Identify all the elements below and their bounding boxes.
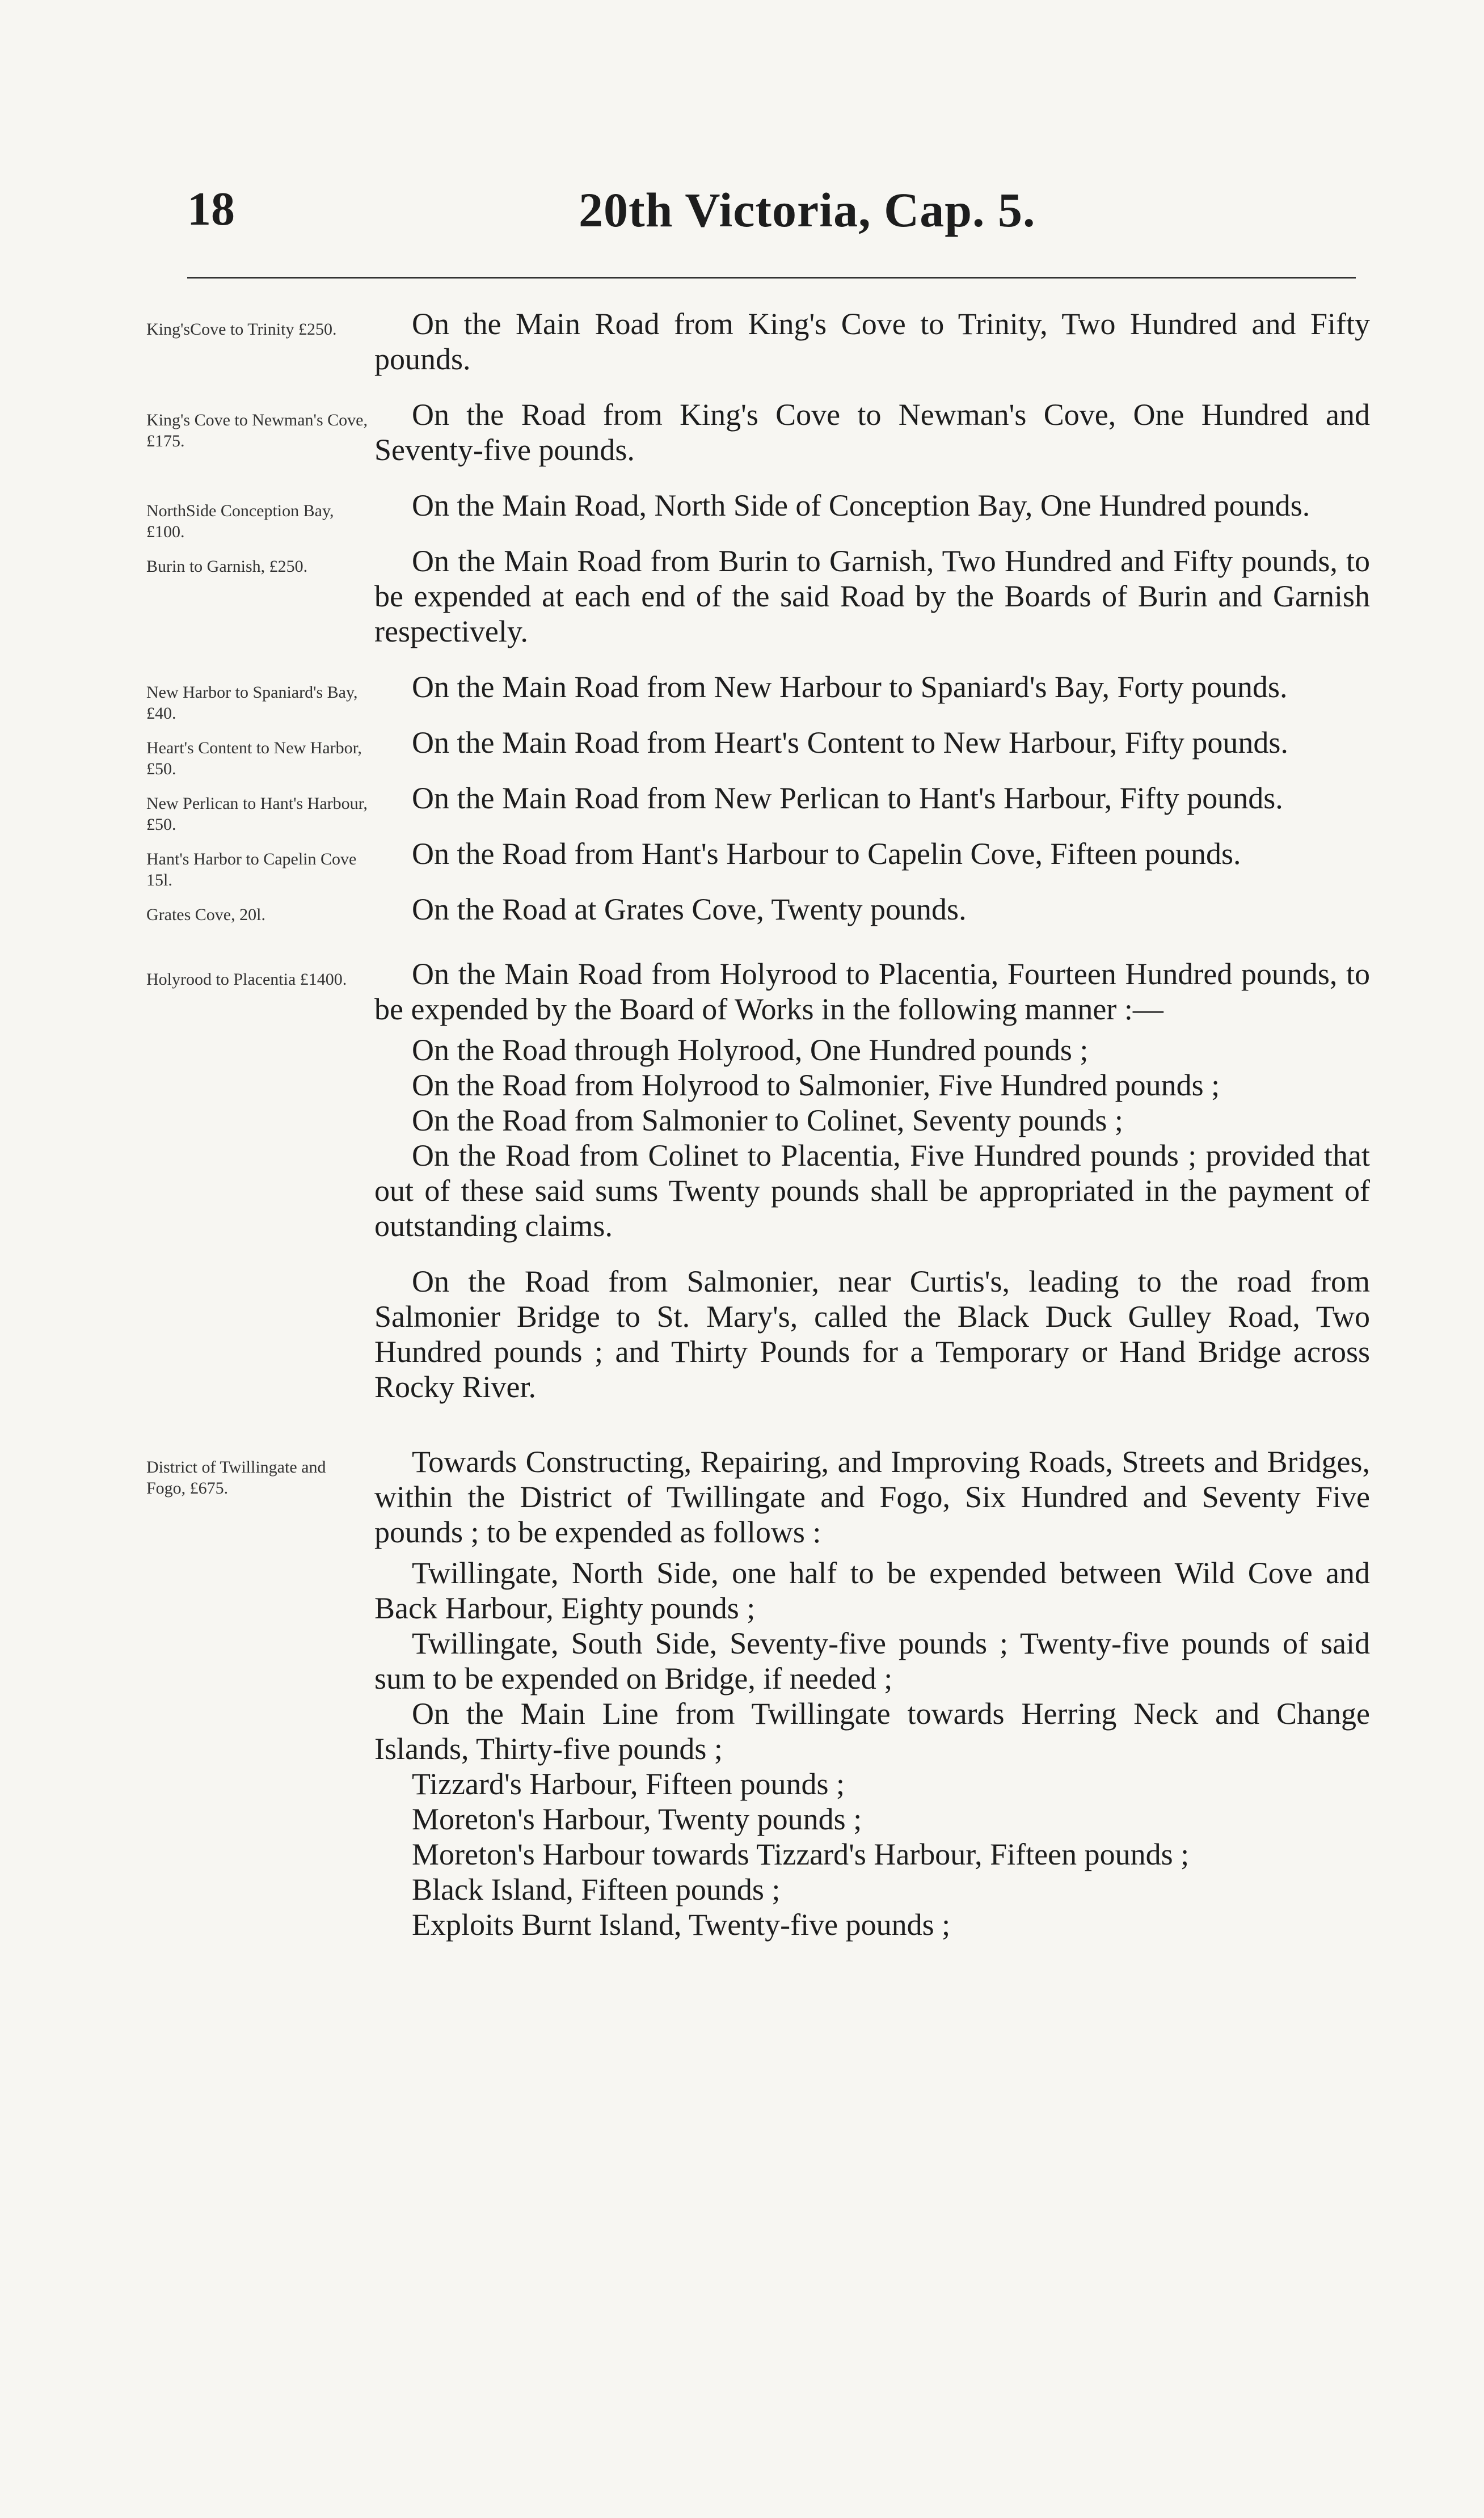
side-note: Grates Cove, 20l. (146, 905, 265, 924)
page-header (187, 182, 1364, 244)
sub-item: Tizzard's Harbour, Fifteen pounds ; (412, 1767, 845, 1801)
entry-text: On the Main Road from New Perlican to Hant's Harbour, Fifty pounds. (412, 781, 1283, 815)
entry-hearts-content-new-harbor (0, 725, 1484, 778)
entry-text: On the Road from Hant's Harbour to Capelin Cove, Fifteen pounds. (412, 837, 1241, 871)
side-note: Heart's Content to New Harbor, £50. (146, 739, 362, 778)
entry-text: On the Main Road from Burin to Garnish, Two Hundred and Fifty pounds, to be expended at each end of the said Road by the Boards of Burin and Garnish respectively. (374, 544, 1370, 648)
side-note: Burin to Garnish, £250. (146, 557, 308, 576)
entry-text: On the Main Road from New Harbour to Spaniard's Bay, Forty pounds. (412, 670, 1288, 704)
entry-new-perlican-hants-harbour (0, 781, 1484, 834)
sub-item: Black Island, Fifteen pounds ; (412, 1872, 781, 1907)
sub-item: On the Road through Holyrood, One Hundred pounds ; (412, 1033, 1089, 1067)
entry-twillingate-fogo (0, 1444, 1484, 1942)
entries-list (0, 306, 1484, 1942)
entry-text: On the Main Road from Holyrood to Placentia, Fourteen Hundred pounds, to be expended by the Board of Works in the following manner :— (374, 957, 1370, 1026)
side-note: Hant's Harbor to Capelin Cove 15l. (146, 850, 357, 889)
entry-text: On the Road at Grates Cove, Twenty pounds. (412, 892, 967, 926)
sub-item: Moreton's Harbour, Twenty pounds ; (412, 1802, 862, 1836)
entry-text: On the Main Road from King's Cove to Trinity, Two Hundred and Fifty pounds. (374, 307, 1370, 376)
entry-holyrood-placentia (0, 956, 1484, 1404)
sub-item: On the Main Line from Twillingate towards Herring Neck and Change Islands, Thirty-five pounds ; (374, 1697, 1370, 1766)
sub-item: On the Road from Salmonier to Colinet, Seventy pounds ; (412, 1103, 1123, 1137)
sub-item: Twillingate, North Side, one half to be expended between Wild Cove and Back Harbour, Eighty pounds ; (374, 1556, 1370, 1625)
entry-text: On the Main Road from Heart's Content to New Harbour, Fifty pounds. (412, 726, 1288, 760)
entry-new-harbor-spaniards-bay (0, 669, 1484, 723)
sub-item: On the Road from Salmonier, near Curtis's, leading to the road from Salmonier Bridge to St. Mary's, called the Black Duck Gulley Road, Two Hundred pounds ; and Thirty Pounds for a Temporary or Hand Bridge across Rocky River. (374, 1264, 1370, 1404)
side-note: NorthSide Conception Bay, £100. (146, 501, 334, 541)
side-note: District of Twillingate and Fogo, £675. (146, 1458, 326, 1498)
side-note: King's Cove to Newman's Cove, £175. (146, 411, 368, 450)
entry-text: On the Main Road, North Side of Conception Bay, One Hundred pounds. (412, 488, 1310, 522)
sub-item: Twillingate, South Side, Seventy-five pounds ; Twenty-five pounds of said sum to be expended on Bridge, if needed ; (374, 1626, 1370, 1695)
side-note: New Perlican to Hant's Harbour, £50. (146, 794, 368, 834)
header-rule (187, 277, 1356, 279)
entry-burin-garnish (0, 543, 1484, 649)
sub-item: Moreton's Harbour towards Tizzard's Harbour, Fifteen pounds ; (412, 1837, 1190, 1871)
entry-text: Towards Constructing, Repairing, and Improving Roads, Streets and Bridges, within the District of Twillingate and Fogo, Six Hundred and Seventy Five pounds ; to be expended as follows : (374, 1445, 1370, 1549)
sub-item: Exploits Burnt Island, Twenty-five pounds ; (412, 1908, 951, 1942)
running-title: 20th Victoria, Cap. 5. (579, 183, 1036, 237)
sub-item: On the Road from Holyrood to Salmonier, Five Hundred pounds ; (412, 1068, 1220, 1102)
sub-item: On the Road from Colinet to Placentia, Five Hundred pounds ; provided that out of these said sums Twenty pounds shall be appropriated in the payment of outstanding claims. (374, 1138, 1370, 1243)
entry-grates-cove (0, 892, 1484, 927)
entry-hants-harbor-capelin-cove (0, 836, 1484, 889)
entry-north-side-conception-bay (0, 488, 1484, 541)
entry-text: On the Road from King's Cove to Newman's Cove, One Hundred and Seventy-five pounds. (374, 398, 1370, 467)
entry-kings-cove-newmans-cove (0, 397, 1484, 467)
side-note: New Harbor to Spaniard's Bay, £40. (146, 683, 358, 723)
side-note: Holyrood to Placentia £1400. (146, 970, 347, 989)
side-note: King'sCove to Trinity £250. (146, 320, 337, 339)
entry-kings-cove-trinity (0, 306, 1484, 377)
page-number: 18 (187, 183, 235, 235)
